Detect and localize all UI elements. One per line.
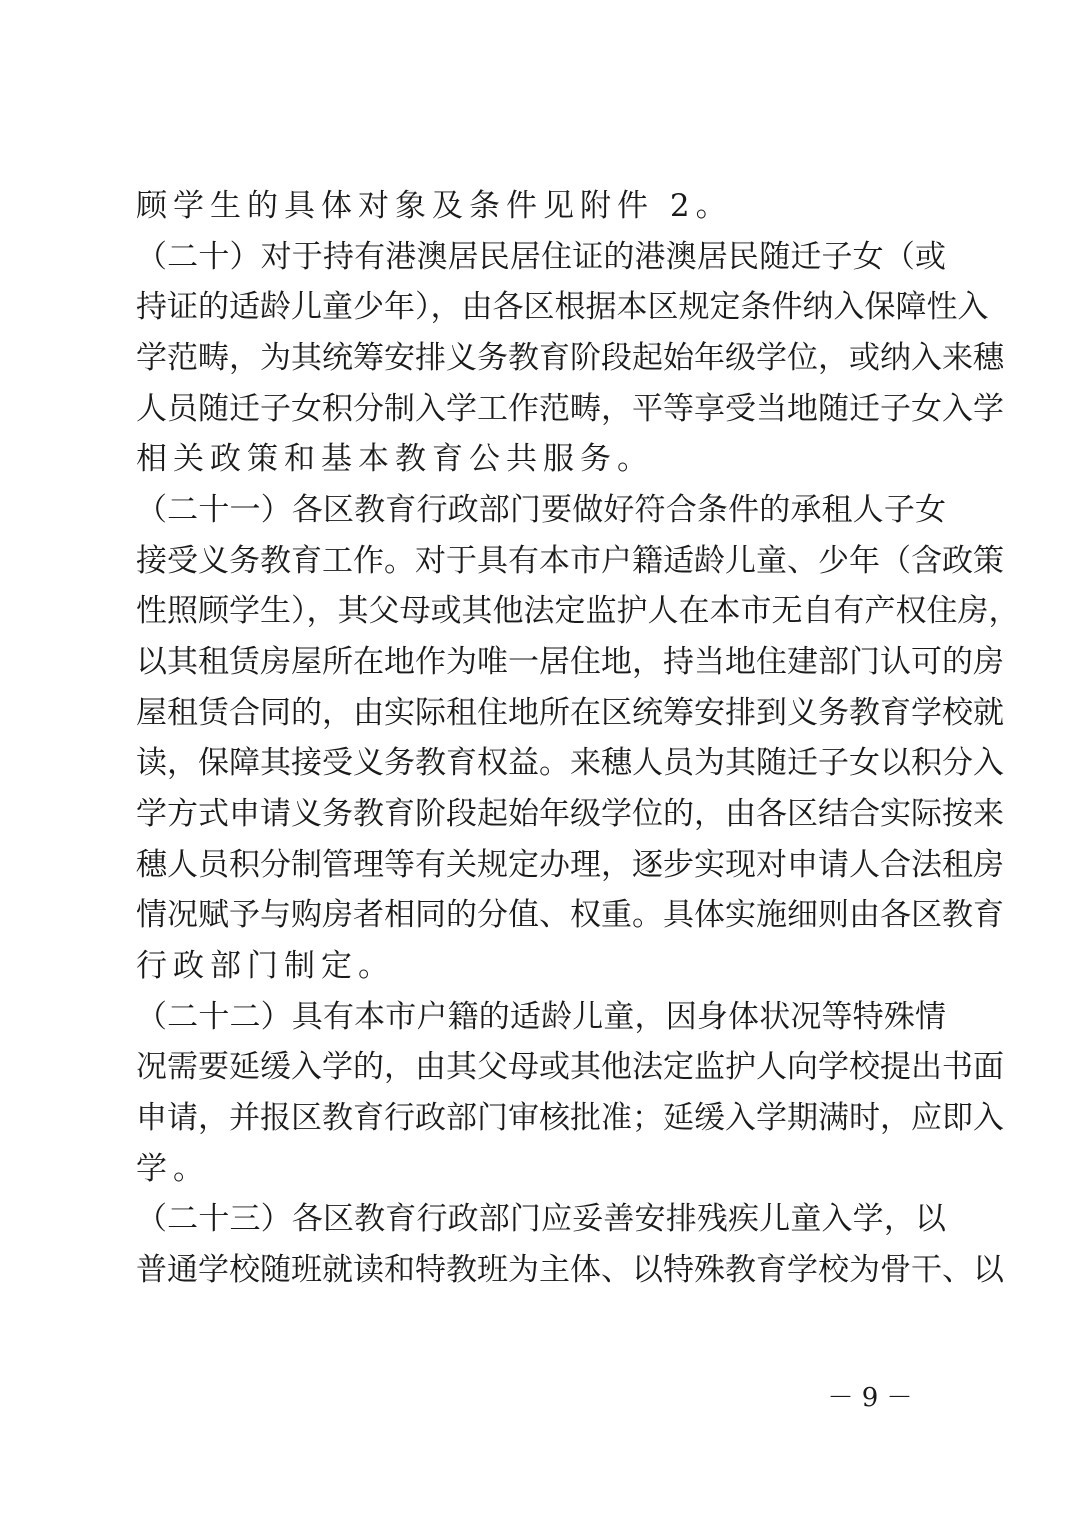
text-line: 以其租赁房屋所在地作为唯一居住地，持当地住建部门认可的房 — [136, 644, 1004, 680]
text-line: （二十三）各区教育行政部门应妥善安排残疾儿童入学，以 — [136, 1201, 946, 1237]
text-line: 读，保障其接受义务教育权益。来穗人员为其随迁子女以积分入 — [136, 745, 1004, 781]
text-line: 行政部门制定。 — [136, 948, 395, 984]
text-line: 学。 — [136, 1151, 210, 1187]
text-line: （二十）对于持有港澳居民居住证的港澳居民随迁子女（或 — [136, 239, 946, 275]
text-line: 屋租赁合同的，由实际租住地所在区统筹安排到义务教育学校就 — [136, 695, 1004, 731]
text-line: （二十一）各区教育行政部门要做好符合条件的承租人子女 — [136, 492, 946, 528]
text-line: 学方式申请义务教育阶段起始年级学位的，由各区结合实际按来 — [136, 796, 1004, 832]
text-line: 顾学生的具体对象及条件见附件 2。 — [136, 188, 733, 224]
text-line: 性照顾学生），其父母或其他法定监护人在本市无自有产权住房， — [136, 593, 1020, 629]
page-number: － 9 － — [827, 1383, 913, 1413]
text-line: 况需要延缓入学的，由其父母或其他法定监护人向学校提出书面 — [136, 1049, 1004, 1085]
text-line: 持证的适龄儿童少年），由各区根据本区规定条件纳入保障性入 — [136, 289, 989, 325]
text-line: 相关政策和基本教育公共服务。 — [136, 441, 654, 477]
text-line: 普通学校随班就读和特教班为主体、以特殊教育学校为骨干、以 — [136, 1252, 1004, 1288]
text-line: 学范畴，为其统筹安排义务教育阶段起始年级学位，或纳入来穗 — [136, 340, 1004, 376]
text-line: 申请，并报区教育行政部门审核批准；延缓入学期满时，应即入 — [136, 1100, 1004, 1136]
text-line: 人员随迁子女积分制入学工作范畴，平等享受当地随迁子女入学 — [136, 391, 1004, 427]
text-line: 接受义务教育工作。对于具有本市户籍适龄儿童、少年（含政策 — [136, 543, 1004, 579]
text-line: （二十二）具有本市户籍的适龄儿童，因身体状况等特殊情 — [136, 999, 946, 1035]
text-line: 穗人员积分制管理等有关规定办理，逐步实现对申请人合法租房 — [136, 847, 1004, 883]
text-line: 情况赋予与购房者相同的分值、权重。具体实施细则由各区教育 — [136, 897, 1004, 933]
